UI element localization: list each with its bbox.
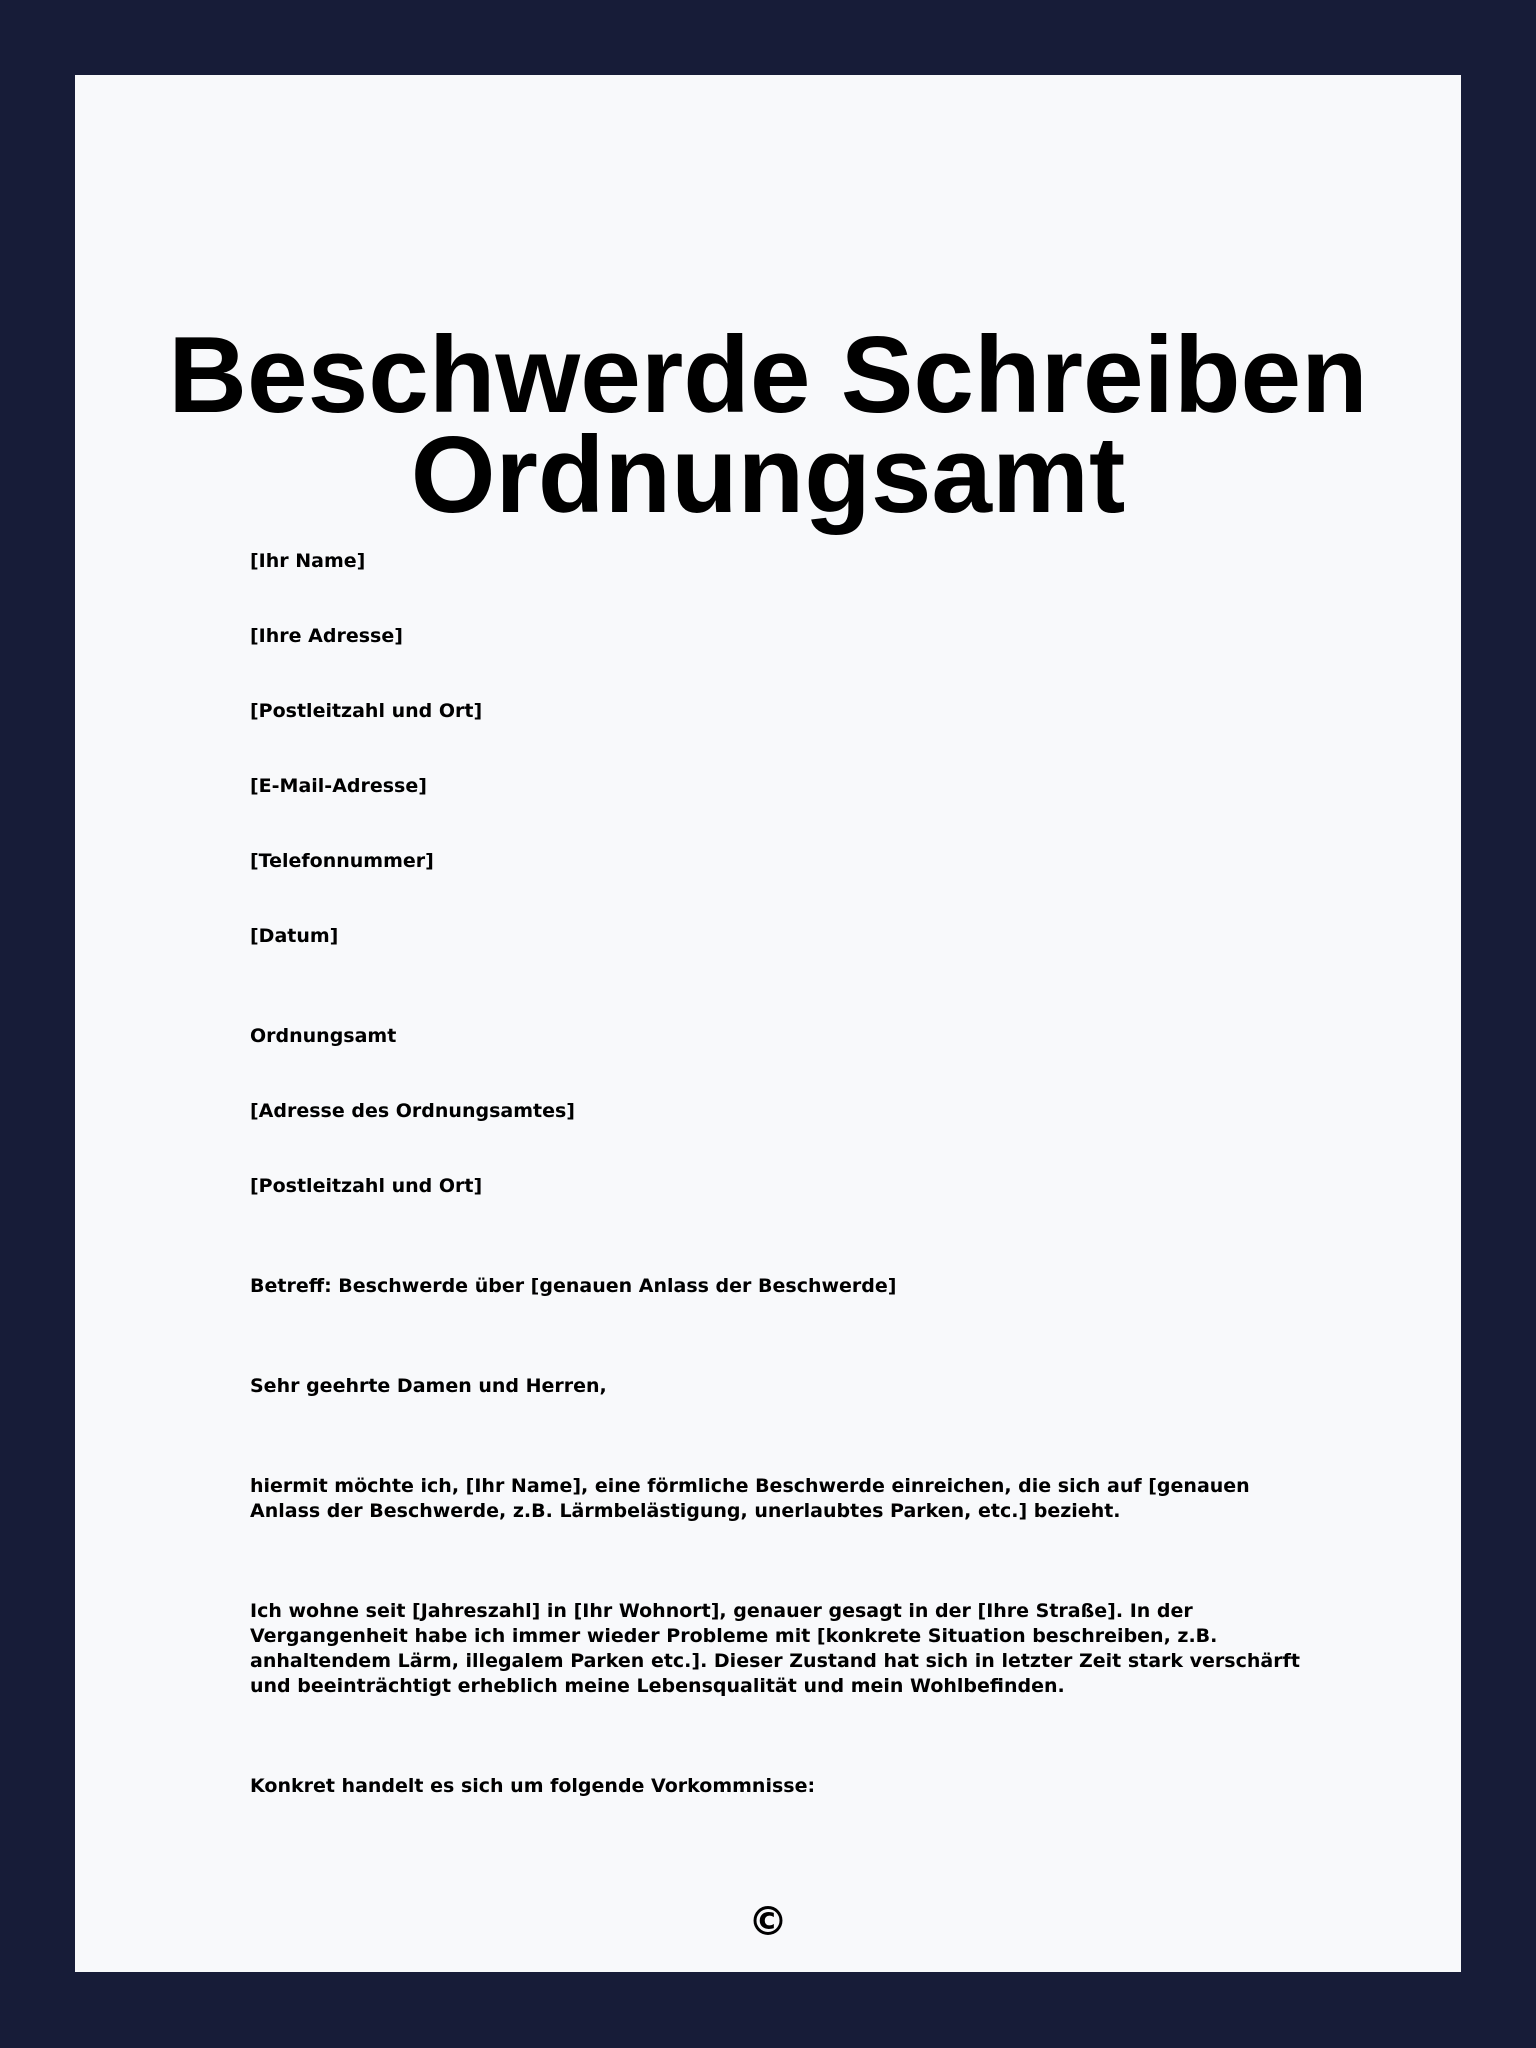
title-line-2: Ordnungsamt bbox=[410, 414, 1126, 536]
body-paragraph-1: hiermit möchte ich, [Ihr Name], eine förmliche Beschwerde einreichen, die sich auf [genauen Anlass der Beschwerde, z.B. Lärmbelästigung, unerlaubtes Parken, etc.] bezieht. bbox=[250, 1475, 1257, 1522]
sender-email: [E-Mail-Adresse] bbox=[250, 775, 427, 797]
sender-phone: [Telefonnummer] bbox=[250, 850, 434, 872]
sender-zip-city: [Postleitzahl und Ort] bbox=[250, 700, 483, 722]
title-line-1: Beschwerde Schreiben bbox=[168, 314, 1368, 436]
sender-address: [Ihre Adresse] bbox=[250, 625, 403, 647]
salutation: Sehr geehrte Damen und Herren, bbox=[250, 1375, 607, 1397]
subject-line: Betreff: Beschwerde über [genauen Anlass der Beschwerde] bbox=[250, 1275, 897, 1297]
recipient-address: [Adresse des Ordnungsamtes] bbox=[250, 1100, 575, 1122]
document-title bbox=[75, 314, 1461, 536]
recipient-zip-city: [Postleitzahl und Ort] bbox=[250, 1175, 483, 1197]
letter-date: [Datum] bbox=[250, 925, 339, 947]
copyright-icon: © bbox=[748, 1899, 788, 1945]
body-paragraph-3: Konkret handelt es sich um folgende Vorkommnisse: bbox=[250, 1775, 816, 1797]
recipient-name: Ordnungsamt bbox=[250, 1025, 397, 1047]
body-paragraph-2: Ich wohne seit [Jahreszahl] in [Ihr Wohnort], genauer gesagt in der [Ihre Straße]. In der Vergangenheit habe ich immer wieder Probleme mit [konkrete Situation beschreiben, z.B. anhaltendem Lärm, illegalem Parken etc.]. Dieser Zustand hat sich in letzter Zeit stark verschärft und beeinträchtigt erheblich meine Lebensqualität und mein Wohlbefinden. bbox=[250, 1600, 1307, 1697]
document-page bbox=[75, 75, 1461, 1972]
sender-name: [Ihr Name] bbox=[250, 550, 366, 572]
